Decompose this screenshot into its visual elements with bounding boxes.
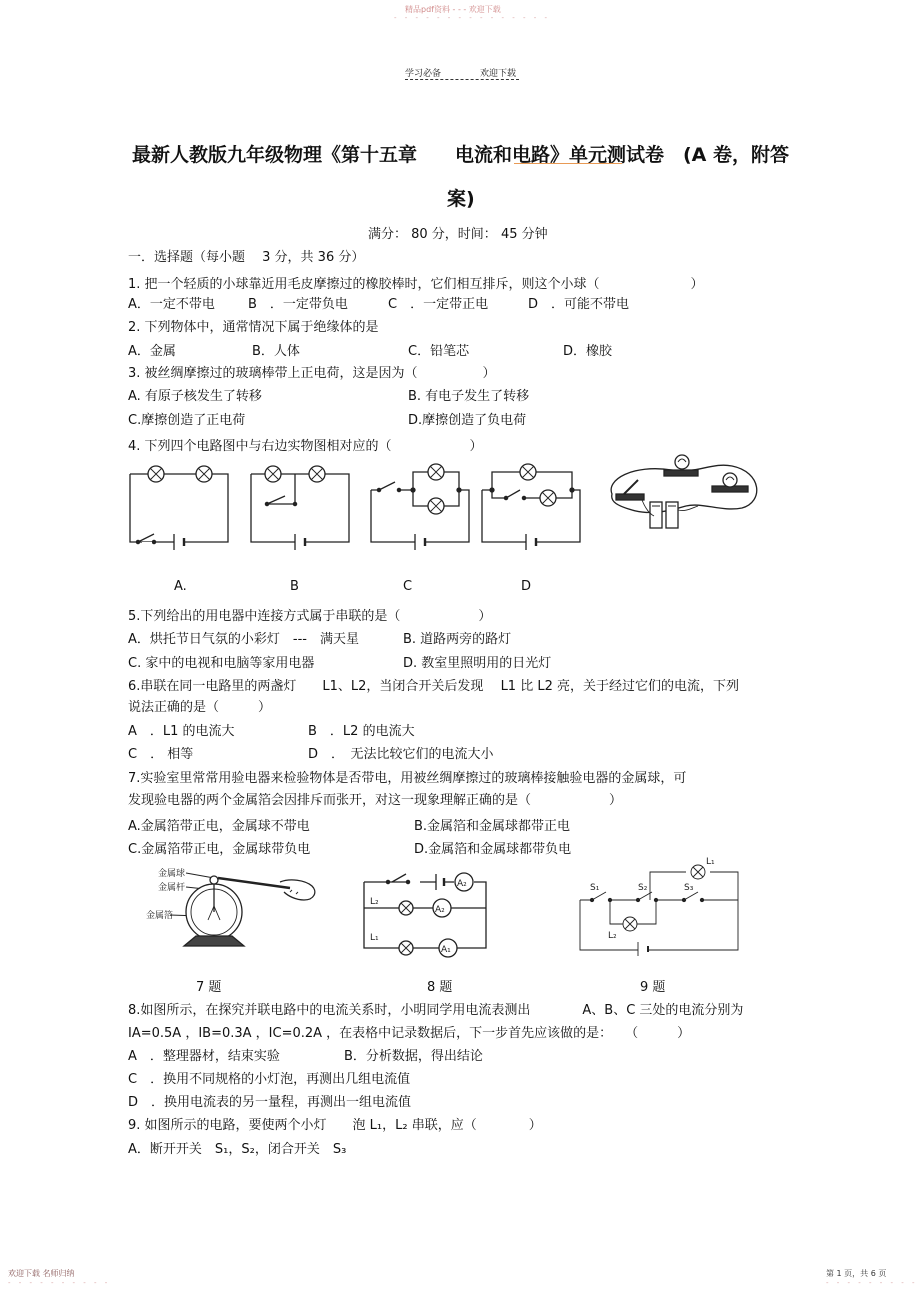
- exam-meta: 满分： 80 分，时间： 45 分钟: [368, 227, 548, 242]
- fig8-caption: 8 题: [427, 980, 453, 995]
- q2-stem: 2. 下列物体中，通常情况下属于绝缘体的是: [128, 320, 379, 335]
- q7-option-b: B.金属箔和金属球都带正电: [414, 819, 571, 834]
- fig7-caption: 7 题: [196, 980, 222, 995]
- q5-option-c: C. 家中的电视和电脑等家用电器: [128, 656, 315, 671]
- fig8-label-a2-top: A₂: [457, 879, 467, 889]
- page-title-line2: 案): [447, 188, 475, 210]
- q7-option-a: A.金属箔带正电，金属球不带电: [128, 819, 310, 834]
- q5-option-a: A．烘托节日气氛的小彩灯 --- 满天星: [128, 632, 359, 647]
- q4-stem: 4. 下列四个电路图中与右边实物图相对应的（ ）: [128, 439, 483, 454]
- q6-option-a: A ．L1 的电流大: [128, 724, 235, 739]
- q4-label-d: D: [521, 579, 532, 594]
- page-number: 第 1 页，共 6 页: [826, 1269, 887, 1278]
- q1-option-c: C ．一定带正电: [388, 297, 489, 312]
- electroscope-figure: [140, 864, 330, 954]
- fig9-label-s3: S₃: [684, 883, 694, 893]
- fig8-label-a2: A₂: [435, 905, 445, 915]
- q6-stem-cont: 说法正确的是（ ）: [128, 700, 272, 715]
- q7-stem-cont: 发现验电器的两个金属箔会因排斥而张开，对这一现象理解正确的是（ ）: [128, 793, 623, 808]
- q3-option-c: C.摩擦创造了正电荷: [128, 413, 246, 428]
- q8-option-b: B．分析数据，得出结论: [344, 1049, 483, 1064]
- q2-option-b: B．人体: [252, 344, 300, 359]
- q2-option-c: C．铅笔芯: [408, 344, 470, 359]
- q1-option-d: D ．可能不带电: [528, 297, 630, 312]
- q5-stem: 5.下列给出的用电器中连接方式属于串联的是（ ）: [128, 609, 492, 624]
- fig9-label-s1: S₁: [590, 883, 600, 893]
- q6-option-c: C ． 相等: [128, 747, 194, 762]
- circuit-diagram-c: [369, 458, 473, 552]
- fig9-caption: 9 题: [640, 980, 666, 995]
- q8-option-a: A ．整理器材，结束实验: [128, 1049, 280, 1064]
- page-title: 最新人教版九年级物理《第十五章 电流和电路》单元测试卷 (A 卷，附答: [132, 144, 790, 166]
- footer-left: 欢迎下载 名师归纳: [8, 1269, 75, 1278]
- q2-option-a: A．金属: [128, 344, 176, 359]
- q8-option-d: D ．换用电流表的另一量程，再测出一组电流值: [128, 1095, 412, 1110]
- section-heading: 一．选择题（每小题 3 分，共 36 分）: [128, 250, 365, 265]
- q8-stem: 8.如图所示，在探究并联电路中的电流关系时，小明同学用电流表测出 A、B、C 三处的电流分别为: [128, 1003, 744, 1018]
- fig9-label-s2: S₂: [638, 883, 648, 893]
- q1-option-a: A．一定不带电: [128, 297, 215, 312]
- fig9-label-l2: L₂: [608, 931, 617, 941]
- series-switch-figure: [576, 852, 742, 958]
- q4-label-a: A.: [174, 579, 187, 594]
- header-rule: [405, 79, 519, 80]
- q1-option-b: B ．一定带负电: [248, 297, 348, 312]
- q8-stem-cont: IA=0.5A ，IB=0.3A ，IC=0.2A ，在表格中记录数据后，下一步首先应该做的是： （ ）: [128, 1026, 691, 1041]
- circuit-diagram-a: [128, 460, 232, 552]
- parallel-circuit-figure: [360, 866, 490, 954]
- q5-option-b: B. 道路两旁的路灯: [403, 632, 512, 647]
- q3-option-a: A. 有原子核发生了转移: [128, 389, 262, 404]
- watermark-top: 精品pdf资料 - - - 欢迎下载: [405, 5, 501, 14]
- fig8-label-l2: L₂: [370, 897, 379, 907]
- title-underline: [514, 163, 622, 164]
- header-left: 学习必备: [405, 69, 442, 79]
- q9-stem: 9. 如图所示的电路，要使两个小灯 泡 L₁，L₂ 串联，应（ ）: [128, 1118, 542, 1133]
- q5-option-d: D. 教室里照明用的日光灯: [403, 656, 552, 671]
- watermark-top-dots: - - - - - - - - - - - - - - -: [394, 14, 551, 22]
- q2-option-d: D．橡胶: [563, 344, 613, 359]
- fig8-label-a1: A₁: [441, 945, 451, 955]
- fig7-label-ball: 金属球: [158, 869, 186, 879]
- q3-stem: 3. 被丝绸摩擦过的玻璃棒带上正电荷，这是因为（ ）: [128, 366, 496, 381]
- circuit-diagram-d: [480, 458, 584, 552]
- fig9-label-l1: L₁: [706, 857, 715, 867]
- footer-right-dots: - - - - - - - - -: [826, 1279, 918, 1287]
- fig7-label-rod: 金属杆: [158, 883, 186, 893]
- q1-stem: 1. 把一个轻质的小球靠近用毛皮摩擦过的橡胶棒时，它们相互排斥，则这个小球（ ）: [128, 277, 704, 292]
- q6-option-b: B ．L2 的电流大: [308, 724, 415, 739]
- q7-option-d: D.金属箔和金属球都带负电: [414, 842, 572, 857]
- footer-left-dots: - - - - - - - - - -: [8, 1279, 111, 1287]
- q3-option-d: D.摩擦创造了负电荷: [408, 413, 527, 428]
- q6-stem: 6.串联在同一电路里的两盏灯 L1、L2，当闭合开关后发现 L1 比 L2 亮，关于经过它们的电流，下列: [128, 679, 739, 694]
- q7-option-c: C.金属箔带正电，金属球带负电: [128, 842, 311, 857]
- q4-label-b: B: [290, 579, 299, 594]
- q8-option-c: C ．换用不同规格的小灯泡，再测出几组电流值: [128, 1072, 411, 1087]
- q7-stem: 7.实验室里常常用验电器来检验物体是否带电，用被丝绸摩擦过的玻璃棒接触验电器的金属球，可: [128, 771, 687, 786]
- fig7-label-foil: 金属箔: [146, 911, 174, 921]
- q3-option-b: B. 有电子发生了转移: [408, 389, 530, 404]
- fig8-label-l1: L₁: [370, 933, 379, 943]
- circuit-diagram-b: [249, 460, 353, 552]
- physical-circuit-image: [602, 450, 762, 540]
- q9-option-a: A．断开开关 S₁，S₂，闭合开关 S₃: [128, 1142, 347, 1157]
- q6-option-d: D ． 无法比较它们的电流大小: [308, 747, 494, 762]
- q4-label-c: C: [403, 579, 413, 594]
- header-right: 欢迎下载: [480, 69, 517, 79]
